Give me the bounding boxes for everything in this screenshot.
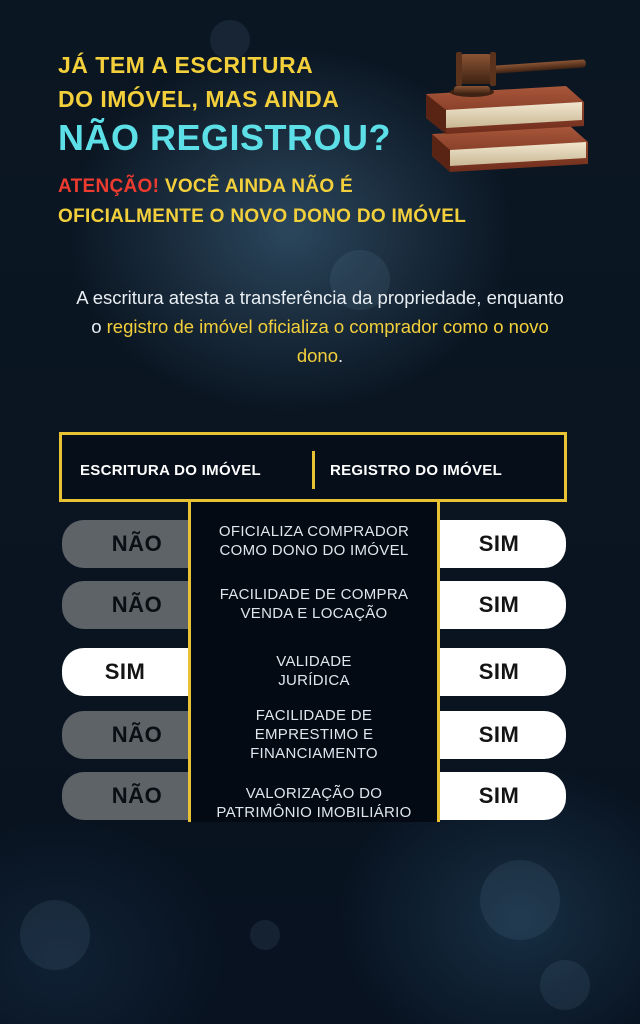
row-1-escritura-value: NÃO <box>62 520 188 568</box>
intro-paragraph <box>70 283 570 370</box>
headline <box>58 48 438 160</box>
row-3-feature-line-1: VALIDADE <box>276 653 352 670</box>
row-1-feature-line-2: COMO DONO DO IMÓVEL <box>219 542 409 559</box>
warning-text-line-2: OFICIALMENTE O NOVO DONO DO IMÓVEL <box>58 206 467 227</box>
row-2-escritura-value: NÃO <box>62 581 188 629</box>
row-3-feature <box>188 652 440 690</box>
row-2-registro-value: SIM <box>440 581 566 629</box>
headline-line-2: DO IMÓVEL, MAS AINDA <box>58 86 340 112</box>
row-5-feature <box>188 784 440 822</box>
row-2-feature-line-1: FACILIDADE DE COMPRA <box>219 586 409 603</box>
row-4-feature-line-1: FACILIDADE DE <box>255 707 373 724</box>
row-1-feature <box>188 522 440 560</box>
intro-highlight: registro de imóvel oficializa o comprador como o novo dono <box>106 316 549 366</box>
row-2-feature <box>188 585 440 623</box>
row-3-escritura-value: SIM <box>62 648 188 696</box>
row-4-feature-line-2: EMPRESTIMO E <box>254 726 374 743</box>
row-4-escritura-value: NÃO <box>62 711 188 759</box>
comparison-header <box>59 432 567 502</box>
warning-text-line-1: VOCÊ AINDA NÃO É <box>159 176 353 197</box>
row-3-feature-line-2: JURÍDICA <box>278 672 350 689</box>
headline-emphasis: NÃO REGISTROU? <box>58 117 392 158</box>
books-and-gavel-icon <box>420 46 595 176</box>
row-5-escritura-value: NÃO <box>62 772 188 820</box>
row-4-registro-value: SIM <box>440 711 566 759</box>
row-3-registro-value: SIM <box>440 648 566 696</box>
row-4-feature <box>188 706 440 763</box>
row-5-feature-line-2: PATRIMÔNIO IMOBILIÁRIO <box>216 804 412 821</box>
row-5-feature-line-1: VALORIZAÇÃO DO <box>245 785 383 802</box>
row-2-feature-line-2: VENDA E LOCAÇÃO <box>240 605 388 622</box>
warning-message <box>58 172 598 232</box>
column-header-escritura: ESCRITURA DO IMÓVEL <box>80 462 261 479</box>
warning-label: ATENÇÃO! <box>58 176 160 197</box>
intro-text: A escritura atesta a transferência da propriedade, enquanto o <box>76 287 564 337</box>
row-5-registro-value: SIM <box>440 772 566 820</box>
row-1-feature-line-1: OFICIALIZA COMPRADOR <box>218 523 410 540</box>
headline-line-1: JÁ TEM A ESCRITURA <box>58 52 314 78</box>
row-1-registro-value: SIM <box>440 520 566 568</box>
column-header-registro: REGISTRO DO IMÓVEL <box>330 462 503 479</box>
header-divider <box>312 451 315 489</box>
row-4-feature-line-3: FINANCIAMENTO <box>250 745 378 762</box>
intro-end: . <box>338 345 344 366</box>
